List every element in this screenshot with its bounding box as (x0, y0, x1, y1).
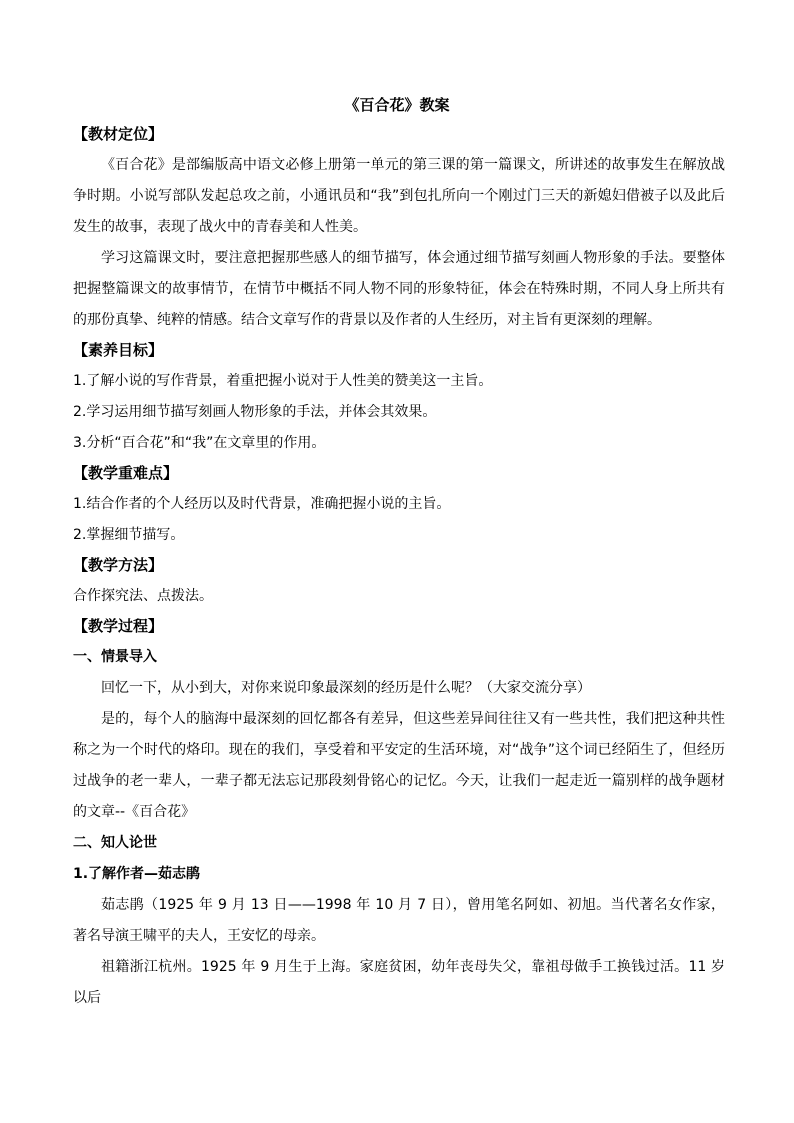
difficulty-item-2: 2.掌握细节描写。 (73, 527, 185, 543)
process-part-2-subheading: 1.了解作者—茹志鹃 (73, 866, 201, 882)
section-heading-goals: 【素养目标】 (73, 341, 164, 359)
process-part-2-heading: 二、知人论世 (73, 835, 157, 851)
difficulty-item-1: 1.结合作者的个人经历以及时代背景，准确把握小说的主旨。 (73, 496, 451, 512)
goal-item-3: 3.分析“百合花”和“我”在文章里的作用。 (73, 435, 326, 451)
process-part-1-paragraph-2: 是的，每个人的脑海中最深刻的回忆都各有差异，但这些差异间往往又有一些共性，我们把这种共性称之为一个时代的烙印。现在的我们，享受着和平安定的生活环境，对“战争”这个词已经陌生了，但经历过战争的老一辈人，一辈子都无法忘记那段刻骨铭心的记忆。今天，让我们一起走近一篇别样的战争题材的文章--《百合花》 (73, 711, 725, 820)
process-part-2-paragraph-2: 祖籍浙江杭州。1925 年 9 月生于上海。家庭贫困，幼年丧母失父，靠祖母做手工换钱过活。11 岁以后 (73, 959, 725, 1006)
section-heading-methods: 【教学方法】 (73, 556, 164, 574)
document-title: 《百合花》教案 (344, 96, 450, 114)
document-body (73, 120, 725, 1014)
process-part-1-paragraph-1: 回忆一下，从小到大，对你来说印象最深刻的经历是什么呢？（大家交流分享） (101, 680, 591, 696)
positioning-paragraph-1: 《百合花》是部编版高中语文必修上册第一单元的第三课的第一篇课文，所讲述的故事发生在解放战争时期。小说写部队发起总攻之前，小通讯员和“我”到包扎所向一个刚过门三天的新媳妇借被子以及此后发生的故事，表现了战火中的青春美和人性美。 (73, 157, 725, 235)
methods-text: 合作探究法、点拨法。 (73, 588, 213, 604)
section-heading-difficulties: 【教学重难点】 (73, 464, 179, 482)
section-heading-process: 【教学过程】 (73, 617, 164, 635)
section-heading-positioning: 【教材定位】 (73, 125, 164, 143)
goal-item-1: 1.了解小说的写作背景，着重把握小说对于人性美的赞美这一主旨。 (73, 373, 493, 389)
process-part-1-heading: 一、情景导入 (73, 649, 157, 665)
positioning-paragraph-2: 学习这篇课文时，要注意把握那些感人的细节描写，体会通过细节描写刻画人物形象的手法。要整体把握整篇课文的故事情节，在情节中概括不同人物不同的形象特征，体会在特殊时期，不同人身上所共有的那份真挚、纯粹的情感。结合文章写作的背景以及作者的人生经历，对主旨有更深刻的理解。 (73, 250, 725, 328)
goal-item-2: 2.学习运用细节描写刻画人物形象的手法，并体会其效果。 (73, 404, 437, 420)
process-part-2-paragraph-1: 茹志鹃（1925 年 9 月 13 日——1998 年 10 月 7 日），曾用笔名阿如、初旭。当代著名女作家，著名导演王啸平的夫人，王安忆的母亲。 (73, 897, 725, 944)
